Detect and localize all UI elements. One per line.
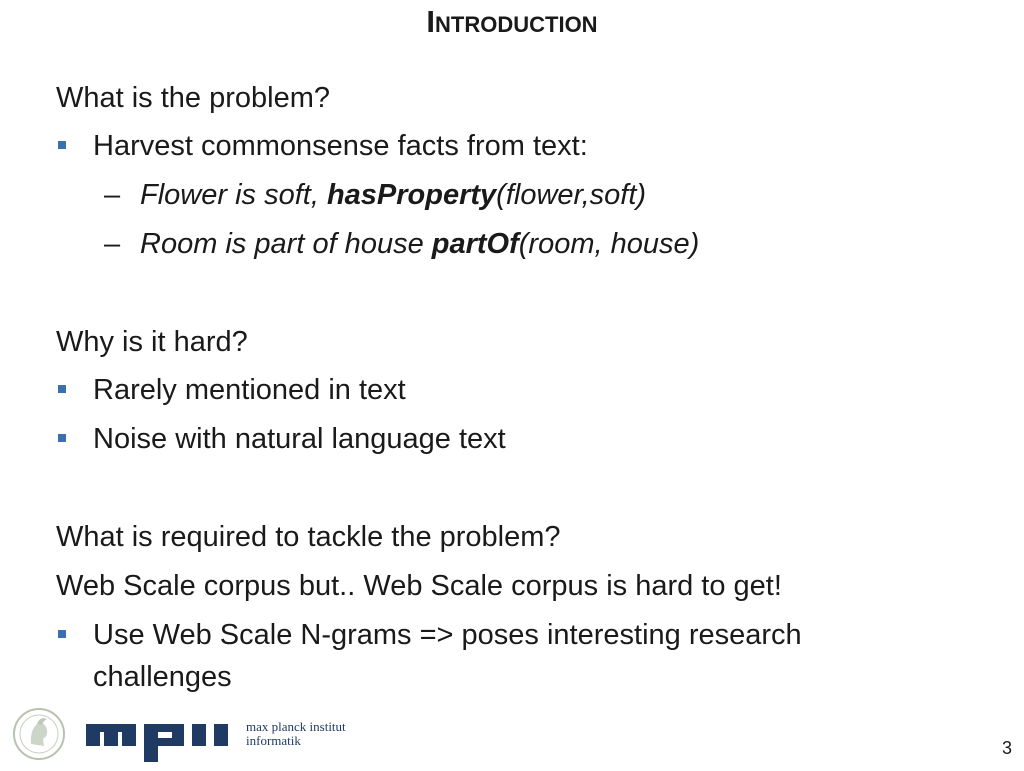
relation-hasproperty: hasProperty xyxy=(326,179,497,211)
logo-text-informatik: informatik xyxy=(246,733,301,748)
bullet-ngrams-line2: challenges xyxy=(93,661,232,693)
bullet-ngrams-line1: Use Web Scale N-grams => poses interesting research xyxy=(93,619,802,651)
example-flower-text: Flower is soft, xyxy=(140,179,327,211)
bullet-marker xyxy=(58,385,66,393)
bullet-rarely: Rarely mentioned in text xyxy=(93,374,406,406)
relation-partof: partOf xyxy=(431,228,519,260)
example-room-args: (room, house) xyxy=(518,228,700,260)
bullet-marker xyxy=(58,630,66,638)
logo-text-institute: max planck institut xyxy=(246,719,346,734)
mpi-logo xyxy=(10,706,370,771)
page-number: 3 xyxy=(1001,738,1012,758)
question-required: What is required to tackle the problem? xyxy=(56,521,561,553)
slide-title: Introduction xyxy=(426,4,598,39)
example-flower-args: (flower,soft) xyxy=(496,179,647,211)
bullet-marker xyxy=(58,434,66,442)
bullet-marker xyxy=(58,141,66,149)
paragraph-corpus: Web Scale corpus but.. Web Scale corpus is hard to get! xyxy=(56,570,782,602)
question-problem: What is the problem? xyxy=(56,82,331,114)
question-hard: Why is it hard? xyxy=(56,326,248,358)
dash-marker: – xyxy=(104,228,121,260)
dash-marker: – xyxy=(104,179,121,211)
bullet-noise: Noise with natural language text xyxy=(93,423,506,455)
bullet-harvest: Harvest commonsense facts from text: xyxy=(93,130,588,162)
example-room xyxy=(140,227,699,261)
example-flower xyxy=(140,178,646,212)
example-room-text: Room is part of house xyxy=(140,228,432,260)
